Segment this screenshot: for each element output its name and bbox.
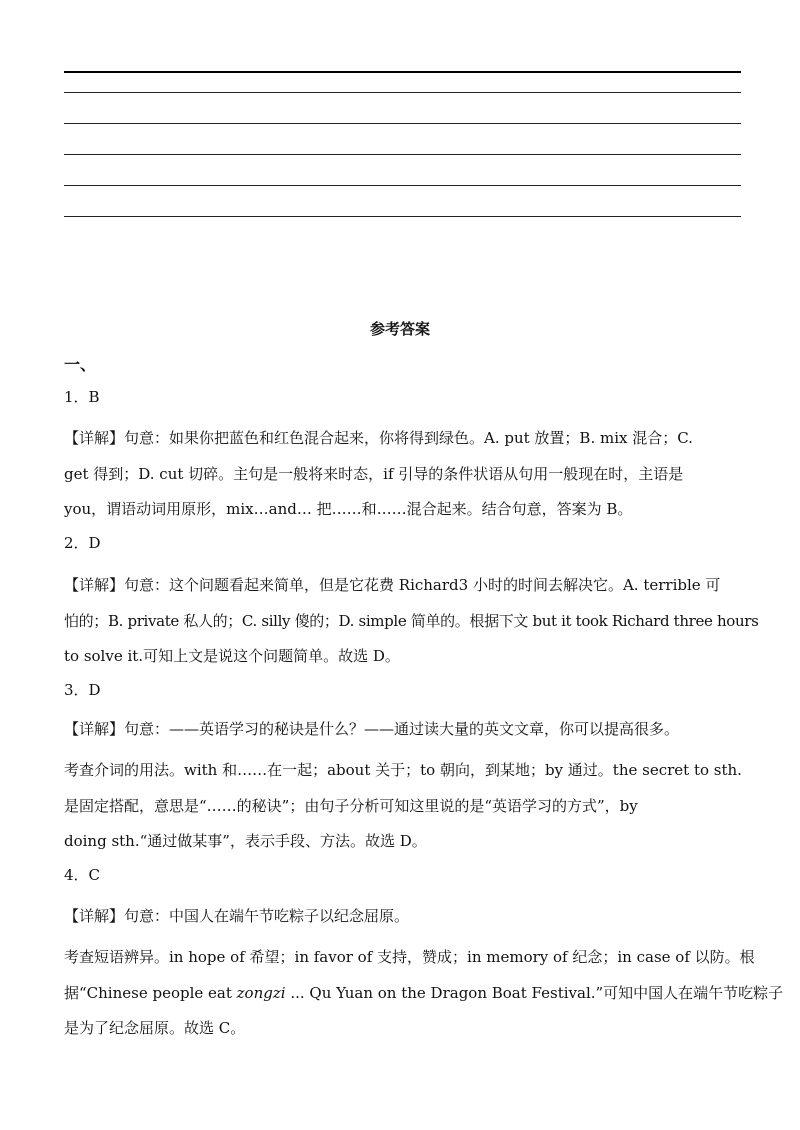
text-line: get 得到；D. cut 切碎。主句是一般将来时态，if 引导的条件状语从句用一般现在时，主语是 xyxy=(64,464,684,483)
text-line: to solve it.可知上文是说这个问题简单。故选 D。 xyxy=(64,647,400,665)
text-line: 考查介词的用法。with 和……在一起；about 关于；to 朝向，到某地；by 通过。the secret to sth. xyxy=(64,761,742,779)
text-line xyxy=(64,976,784,1012)
text-line: 是固定搭配，意思是“……的秘诀”；由句子分析可知这里说的是“英语学习的方式”，by xyxy=(64,796,638,815)
explanation-paragraph xyxy=(64,899,744,935)
writing-line-4 xyxy=(64,154,741,155)
question-number: 2．D xyxy=(64,534,101,552)
text-line: 【详解】句意：这个问题看起来简单，但是它花费 Richard3 小时的时间去解决它。A. terrible 可 xyxy=(64,576,721,594)
writing-line-2 xyxy=(64,92,741,93)
writing-line-1 xyxy=(64,71,741,73)
writing-line-5 xyxy=(64,185,741,186)
text-line: 考查短语辨异。in hope of 希望；in favor of 支持，赞成；in memory of 纪念；in case of 以防。根 xyxy=(64,948,755,966)
explanation-paragraph xyxy=(64,421,744,528)
text-line: 【详解】句意：——英语学习的秘诀是什么？——通过读大量的英文文章，你可以提高很多。 xyxy=(64,720,680,738)
question-number: 3．D xyxy=(64,681,101,699)
answers-title: 参考答案 xyxy=(369,320,430,338)
italic-term: zongzi xyxy=(236,983,286,1002)
explanation-paragraph xyxy=(64,753,744,860)
text-line: 【详解】句意：中国人在端午节吃粽子以纪念屈原。 xyxy=(64,907,410,925)
text-line: doing sth.“通过做某事”，表示手段、方法。故选 D。 xyxy=(64,832,427,850)
question-number: 4．C xyxy=(64,866,101,884)
writing-line-3 xyxy=(64,123,741,124)
section-label: 一、 xyxy=(64,355,97,374)
text-line: 【详解】句意：如果你把蓝色和红色混合起来，你将得到绿色。A. put 放置；B. mix 混合；C. xyxy=(64,429,693,447)
question-number: 1．B xyxy=(64,388,100,406)
writing-line-6 xyxy=(64,216,741,217)
text-line: 怕的；B. private 私人的；C. silly 傻的；D. simple 简单的。根据下文 but it took Richard three hours xyxy=(64,611,759,630)
explanation-paragraph xyxy=(64,712,744,748)
text-line: you，谓语动词用原形，mix…and… 把……和……混合起来。结合句意，答案为 B。 xyxy=(64,500,633,518)
text-segment: 据“Chinese people eat xyxy=(64,983,237,1002)
explanation-paragraph xyxy=(64,940,784,1047)
text-line: 是为了纪念屈原。故选 C。 xyxy=(64,1019,246,1037)
explanation-paragraph xyxy=(64,568,759,675)
text-segment: ... Qu Yuan on the Dragon Boat Festival.”可知中国人在端午节吃粽子 xyxy=(285,983,784,1002)
